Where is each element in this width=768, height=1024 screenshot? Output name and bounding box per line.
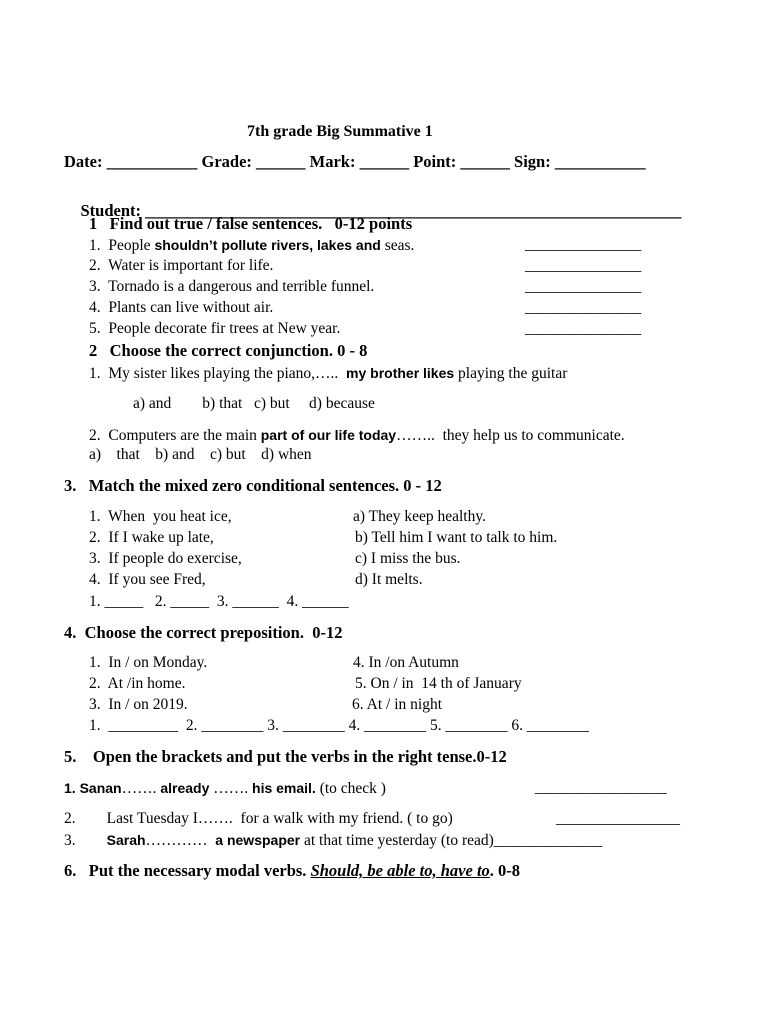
worksheet-title: 7th grade Big Summative 1 xyxy=(247,123,433,140)
section-3-answers[interactable]: 1. _____ 2. _____ 3. ______ 4. ______ xyxy=(89,593,349,610)
list-item: 3. If people do exercise, xyxy=(89,550,242,567)
answer-blank[interactable]: _________________ xyxy=(535,779,667,796)
list-item: 2. Water is important for life. xyxy=(89,257,274,274)
match-option: c) I miss the bus. xyxy=(355,550,461,567)
list-item: 2. If I wake up late, xyxy=(89,529,214,546)
answer-blank[interactable]: _______________ xyxy=(525,278,642,295)
list-item: 3. Tornado is a dangerous and terrible funnel. xyxy=(89,278,375,295)
match-option: d) It melts. xyxy=(355,571,423,588)
list-item: 2. At /in home. xyxy=(89,675,186,692)
list-item: 1. People shouldn’t pollute rivers, lakes and seas. xyxy=(89,237,415,254)
list-item: 3. In / on 2019. xyxy=(89,696,188,713)
list-item: 6. At / in night xyxy=(352,696,442,713)
list-item: 4. In /on Autumn xyxy=(353,654,459,671)
answer-blank[interactable]: _______________ xyxy=(525,320,642,337)
student-label: Student: xyxy=(80,201,142,220)
answer-blank[interactable]: _______________ xyxy=(525,299,642,316)
question-2-2: 2. Computers are the main part of our life today…….. they help us to communicate. xyxy=(89,427,625,444)
section-5-heading: 5. Open the brackets and put the verbs in the right tense.0-12 xyxy=(64,747,507,766)
section-4-answers[interactable]: 1. _________ 2. ________ 3. ________ 4. ________ 5. ________ 6. ________ xyxy=(89,717,589,734)
section-2-heading: 2 Choose the correct conjunction. 0 - 8 xyxy=(89,341,368,360)
question-2-2-options: a) that b) and c) but d) when xyxy=(89,446,312,463)
info-line: Date: ___________ Grade: ______ Mark: ______ Point: ______ Sign: ___________ xyxy=(64,152,646,171)
match-option: a) They keep healthy. xyxy=(353,508,486,525)
modal-verbs-list: Should, be able to, have to xyxy=(310,861,490,880)
answer-blank[interactable]: _______________ xyxy=(525,236,642,253)
list-item: 5. On / in 14 th of January xyxy=(355,675,522,692)
list-item: 4. Plants can live without air. xyxy=(89,299,274,316)
list-item: 1. When you heat ice, xyxy=(89,508,232,525)
question-5-2: 2. Last Tuesday I……. for a walk with my friend. ( to go) xyxy=(64,810,453,827)
question-5-3: 3. Sarah………… a newspaper at that time yesterday (to read)______________ xyxy=(64,832,603,849)
section-6-heading: 6. Put the necessary modal verbs. Should, be able to, have to. 0-8 xyxy=(64,861,521,880)
match-option: b) Tell him I want to talk to him. xyxy=(355,529,558,546)
list-item: 1. In / on Monday. xyxy=(89,654,208,671)
answer-blank[interactable]: _______________ xyxy=(525,257,642,274)
list-item: 5. People decorate fir trees at New year. xyxy=(89,320,341,337)
section-3-heading: 3. Match the mixed zero conditional sentences. 0 - 12 xyxy=(64,476,442,495)
section-1-heading: 1 Find out true / false sentences. 0-12 points xyxy=(89,214,413,233)
question-5-1: 1. Sanan……. already ……. his email. (to check ) xyxy=(64,780,386,797)
question-2-1-options: a) and b) that c) but d) because xyxy=(133,395,375,412)
list-item: 4. If you see Fred, xyxy=(89,571,206,588)
section-4-heading: 4. Choose the correct preposition. 0-12 xyxy=(64,623,343,642)
student-blank: _________________________________________________________________ xyxy=(145,201,682,220)
answer-blank[interactable]: ________________ xyxy=(556,810,680,827)
question-2-1: 1. My sister likes playing the piano,….. my brother likes playing the guitar xyxy=(89,365,568,382)
